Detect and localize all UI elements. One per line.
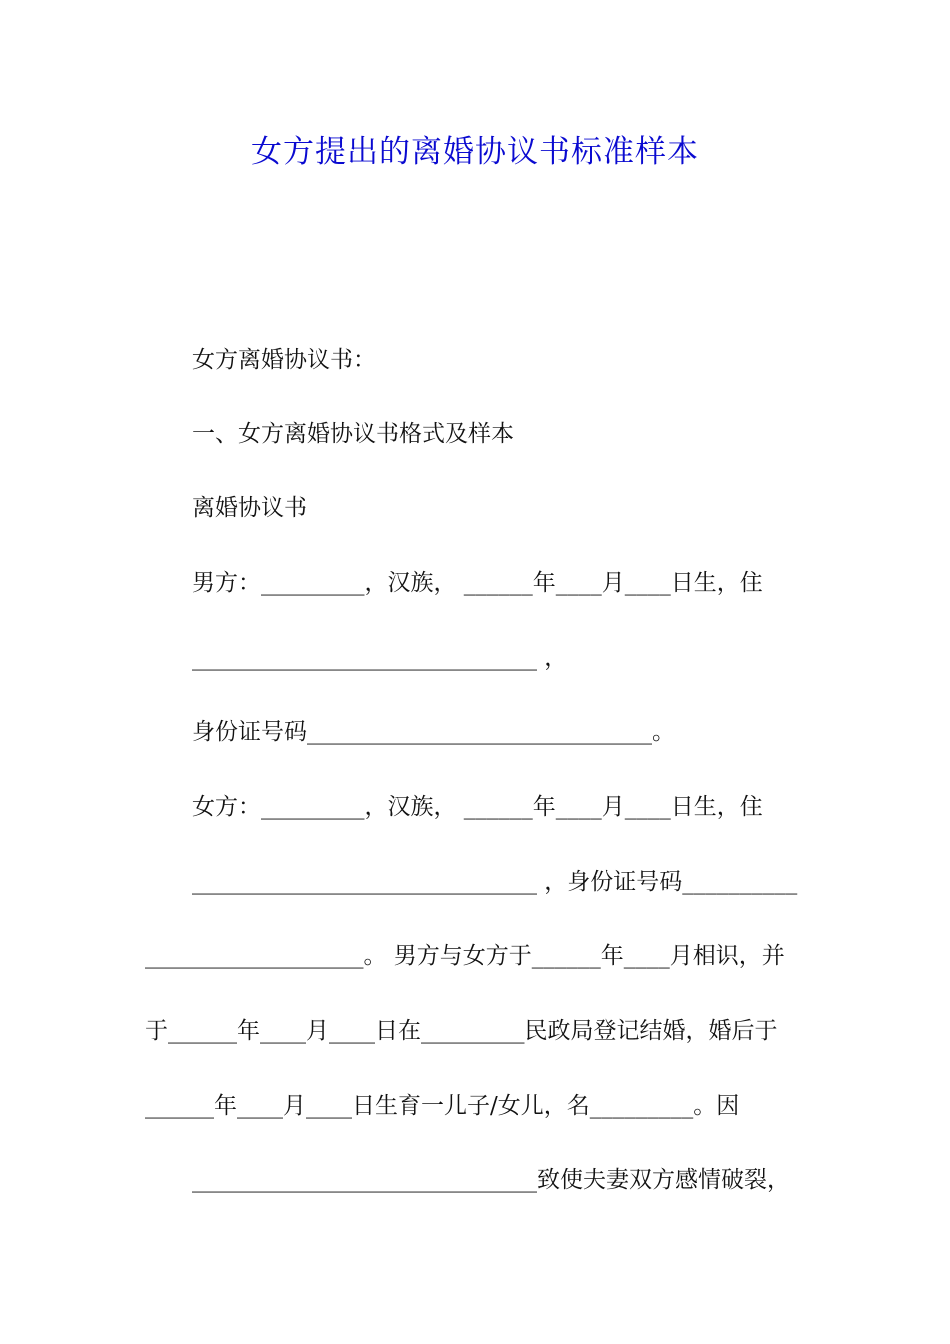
line-male-id: 身份证号码______________________________。 (192, 719, 675, 745)
line-heading: 女方离婚协议书： (192, 347, 376, 373)
line-child: ______年____月____日生育一儿子/女儿，名_________。因 (145, 1093, 740, 1119)
line-male-address: ______________________________ ， (192, 645, 568, 671)
line-female-party: 女方：_________，汉族， ______年____月____日生，住 (192, 794, 763, 820)
line-agreement-title: 离婚协议书 (192, 495, 307, 521)
line-acquaintance: ___________________。 男方与女方于______年____月相识，并 (145, 943, 785, 969)
document-title: 女方提出的离婚协议书标准样本 (251, 134, 699, 170)
line-female-address: ______________________________ ，身份证号码__________ (192, 869, 798, 895)
line-section-one: 一、女方离婚协议书格式及样本 (192, 421, 514, 447)
line-marriage-registration: 于______年____月____日在_________民政局登记结婚，婚后于 (145, 1018, 778, 1044)
line-male-party: 男方：_________，汉族， ______年____月____日生，住 (192, 570, 763, 596)
line-reason: ______________________________致使夫妻双方感情破裂， (192, 1167, 790, 1193)
